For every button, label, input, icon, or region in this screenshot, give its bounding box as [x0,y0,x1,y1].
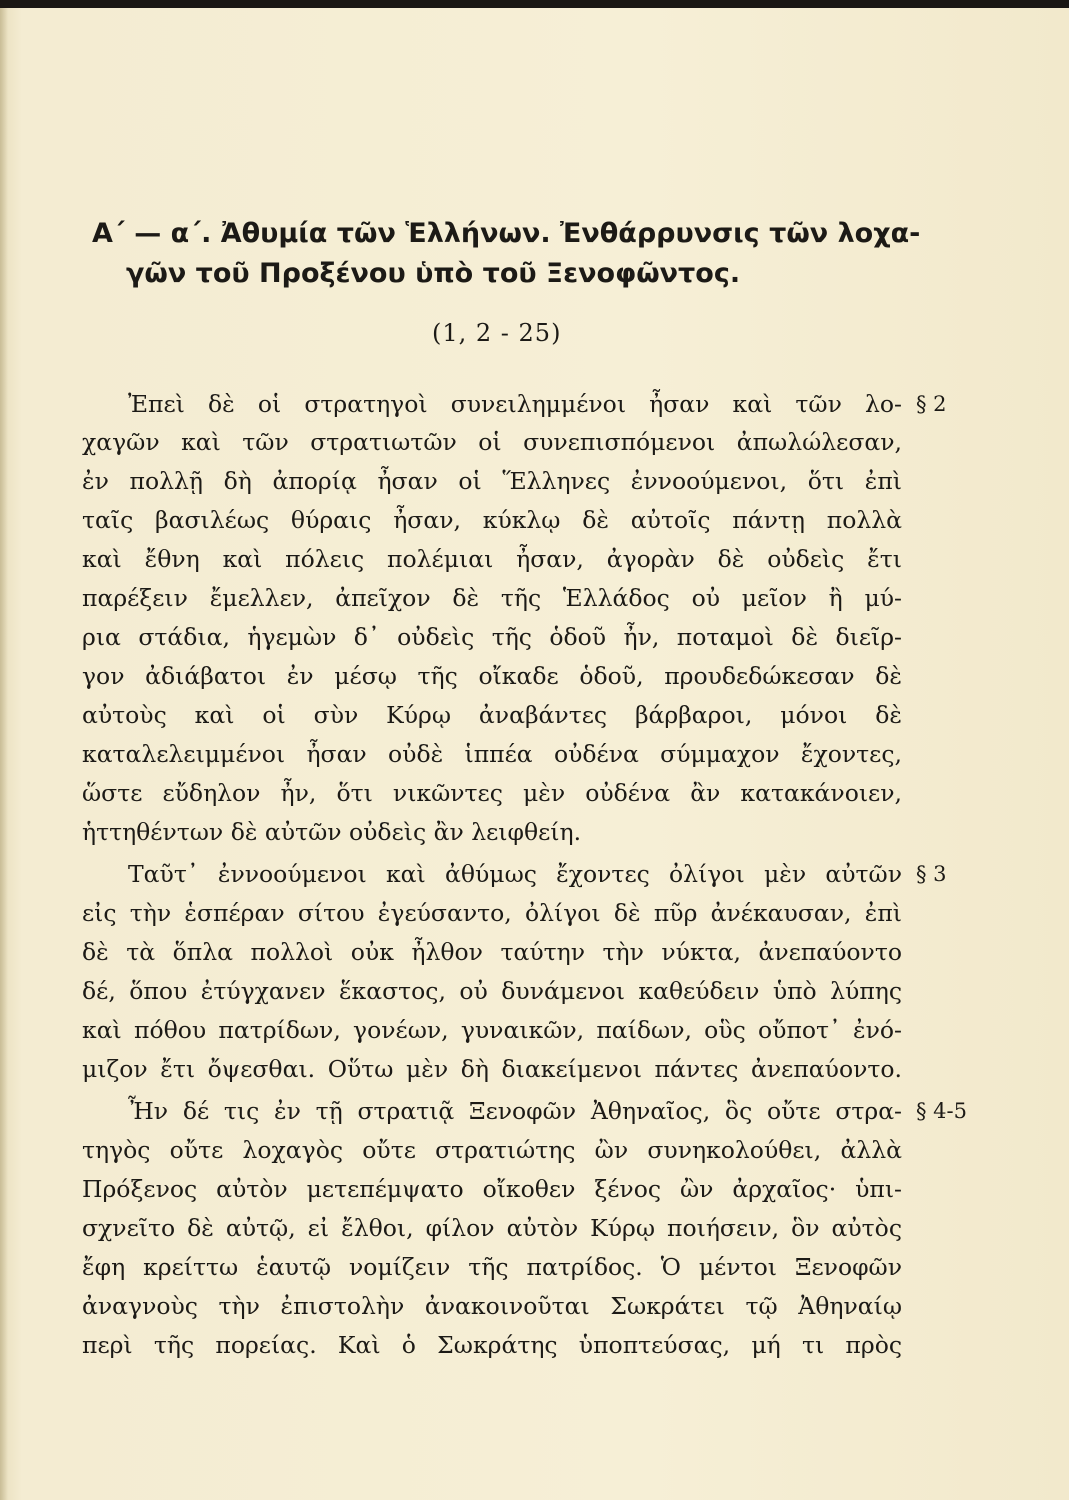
binding-shadow [0,8,8,1500]
text-line: δέ, ὅπου ἐτύγχανεν ἕκαστος, οὐ δυνάμενοι καθεύδειν ὑπὸ λύπης [82,977,902,1005]
text-line: καταλελειμμένοι ἦσαν οὐδὲ ἱππέα οὐδένα σύμμαχον ἔχοντες, [82,740,902,768]
text-line: Ταῦτ᾽ ἐννοούμενοι καὶ ἀθύμως ἔχοντες ὀλίγοι μὲν αὐτῶν [128,860,902,888]
text-line: καὶ ἔθνη καὶ πόλεις πολέμιαι ἦσαν, ἀγορὰν δὲ οὐδεὶς ἔτι [82,545,902,573]
text-line: τηγὸς οὔτε λοχαγὸς οὔτε στρατιώτης ὢν συνηκολούθει, ἀλλὰ [82,1136,902,1164]
passage-reference: (1, 2 - 25) [432,319,562,347]
text-line: γον ἀδιάβατοι ἐν μέσῳ τῆς οἴκαδε ὁδοῦ, προυδεδώκεσαν δὲ [82,662,902,690]
text-line: αὐτοὺς καὶ οἱ σὺν Κύρῳ ἀναβάντες βάρβαροι, μόνοι δὲ [82,701,902,729]
section-heading [92,214,952,294]
text-line: ἡττηθέντων δὲ αὐτῶν οὐδεὶς ἂν λειφθείη. [82,818,582,846]
text-line: εἰς τὴν ἑσπέραν σίτου ἐγεύσαντο, ὀλίγοι δὲ πῦρ ἀνέκαυσαν, ἐπὶ [82,899,902,927]
text-line: ταῖς βασιλέως θύραις ἦσαν, κύκλῳ δὲ αὐτοῖς πάντῃ πολλὰ [82,506,902,534]
heading-line-2: γῶν τοῦ Προξένου ὑπὸ τοῦ Ξενοφῶντος. [126,258,741,289]
text-line: Πρόξενος αὐτὸν μετεπέμψατο οἴκοθεν ξένος ὢν ἀρχαῖος· ὑπι- [82,1175,902,1203]
text-line: ἐν πολλῇ δὴ ἀπορίᾳ ἦσαν οἱ Ἕλληνες ἐννοούμενοι, ὅτι ἐπὶ [82,467,902,495]
text-line: χαγῶν καὶ τῶν στρατιωτῶν οἱ συνεπισπόμενοι ἀπωλώλεσαν, [82,428,902,456]
text-line: καὶ πόθου πατρίδων, γονέων, γυναικῶν, παίδων, οὓς οὔποτ᾽ ἐνό- [82,1016,902,1044]
text-line: Ἐπεὶ δὲ οἱ στρατηγοὶ συνειλημμένοι ἦσαν καὶ τῶν λο- [128,390,902,418]
text-line: μιζον ἔτι ὄψεσθαι. Οὕτω μὲν δὴ διακείμενοι πάντες ἀνεπαύοντο. [82,1055,902,1083]
text-line: σχνεῖτο δὲ αὐτῷ, εἰ ἔλθοι, φίλον αὐτὸν Κύρῳ ποιήσειν, ὃν αὐτὸς [82,1214,902,1242]
page-top-edge [0,0,1069,8]
text-line: παρέξειν ἔμελλεν, ἀπεῖχον δὲ τῆς Ἑλλάδος οὐ μεῖον ἢ μύ- [82,584,902,612]
text-line: περὶ τῆς πορείας. Καὶ ὁ Σωκράτης ὑποπτεύσας, μή τι πρὸς [82,1331,902,1359]
text-line: ὥστε εὔδηλον ἦν, ὅτι νικῶντες μὲν οὐδένα ἂν κατακάνοιεν, [82,779,902,807]
text-line: δὲ τὰ ὅπλα πολλοὶ οὐκ ἦλθον ταύτην τὴν νύκτα, ἀνεπαύοντο [82,938,902,966]
text-line: Ἦν δέ τις ἐν τῇ στρατιᾷ Ξενοφῶν Ἀθηναῖος, ὃς οὔτε στρα- [128,1097,902,1125]
heading-line-1: Α΄ — α΄. Ἀθυμία τῶν Ἑλλήνων. Ἐνθάρρυνσις τῶν λοχα- [92,218,921,249]
margin-section-marker: § 4-5 [916,1099,967,1123]
text-line: ἔφη κρείττω ἑαυτῷ νομίζειν τῆς πατρίδος. Ὁ μέντοι Ξενοφῶν [82,1253,902,1281]
margin-section-marker: § 2 [916,392,947,416]
text-line: ρια στάδια, ἡγεμὼν δ᾽ οὐδεὶς τῆς ὁδοῦ ἦν, ποταμοὶ δὲ διεῖρ- [82,623,902,651]
text-line: ἀναγνοὺς τὴν ἐπιστολὴν ἀνακοινοῦται Σωκράτει τῷ Ἀθηναίῳ [82,1292,902,1320]
margin-section-marker: § 3 [916,862,947,886]
